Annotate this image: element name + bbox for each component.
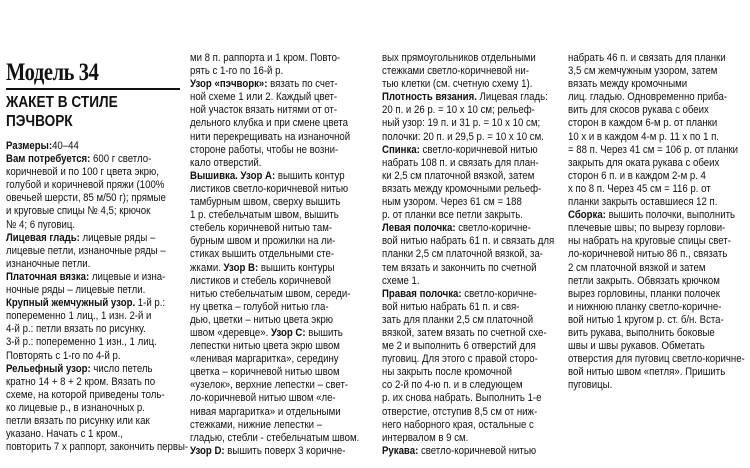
text-line: [382, 301, 554, 314]
bold-label: Рукава:: [382, 444, 419, 457]
text-line: [190, 65, 359, 78]
body-text: набрать 108 п. и связать для план-: [382, 156, 539, 169]
text-line: [568, 117, 745, 130]
text-line: [190, 104, 359, 117]
bold-label: Узор С:: [270, 326, 306, 339]
body-text: цветка – коричневой нитью швом: [190, 366, 340, 379]
body-text: петли закрыть. Обвязать крючком: [568, 274, 720, 287]
body-text: листиков и стебель коричневой: [190, 274, 331, 287]
body-text: число петель: [90, 362, 153, 375]
body-text: плечевые швы; по вырезу горлови-: [568, 222, 726, 235]
text-line: [568, 222, 745, 235]
body-text: и круговые спицы № 4,5; крючок: [6, 205, 151, 218]
text-line: [6, 166, 188, 179]
text-line: [6, 140, 188, 153]
text-line: [382, 275, 554, 288]
body-text: коричневой и по 100 г цвета экрю,: [6, 166, 159, 179]
text-line: [568, 340, 745, 353]
text-line: [382, 392, 554, 405]
body-text: полочки: 20 п. и 29,5 р. = 10 х 10 см.: [382, 130, 544, 143]
body-text: бурным швом и прожилки на ли-: [190, 235, 336, 248]
body-text: ной участок вязать нитями от от-: [190, 104, 338, 117]
text-line: [190, 340, 359, 353]
body-text: стежками светло-коричневой ни-: [382, 65, 529, 78]
body-text: 2 см платочной вязкой и затем: [568, 261, 706, 274]
body-text: лицевые и изна-: [89, 270, 166, 283]
body-text: лицевые петли, изнаночные ряды –: [6, 244, 166, 257]
body-text: пуговиц. Для этого с правой сторо-: [382, 353, 538, 366]
text-line: [190, 117, 359, 130]
text-line: [382, 104, 554, 117]
body-text: рять с 1-го по 16-й р.: [190, 65, 284, 78]
body-text: пуговицы.: [568, 379, 613, 392]
text-line: [382, 288, 554, 301]
text-line: [190, 209, 359, 222]
bold-label: Вам потребуется:: [6, 153, 91, 166]
body-text: светло-коричневой нитью: [419, 143, 538, 156]
bold-label: Рельефный узор:: [6, 362, 91, 375]
body-text: лепестки нитью цвета экрю швом: [190, 340, 340, 353]
text-line: [190, 131, 359, 144]
body-text: ми 8 п. раппорта и 1 кром. Повто-: [190, 52, 341, 64]
body-text: швы и швы рукавов. Обметать: [568, 340, 705, 353]
body-text: стиках вышить отдельными сте-: [190, 248, 335, 261]
text-column-2: [190, 52, 359, 458]
model-heading: Модель 34: [6, 59, 99, 86]
body-text: изнаночные петли.: [6, 257, 91, 270]
text-column-4: [568, 52, 745, 392]
text-line: [6, 205, 188, 218]
text-line: [382, 131, 554, 144]
text-line: [6, 271, 188, 284]
text-line: [6, 284, 188, 297]
bold-label: Сборка:: [568, 209, 606, 222]
body-text: ной схеме 1 или 2. Каждый цвет-: [190, 91, 338, 104]
body-text: 40–44: [52, 140, 79, 152]
body-text: Повторять с 1-го по 4-й р.: [6, 349, 121, 362]
body-text: нити перекрещивать на изнаночной: [190, 130, 351, 143]
text-line: [382, 78, 554, 91]
body-text: 1 р. стебельчатым швом, вышить: [190, 209, 339, 222]
text-line: [190, 170, 359, 183]
text-line: [190, 275, 359, 288]
body-text: тамбурным швом, сверху вышить: [190, 196, 341, 209]
text-line: [190, 222, 359, 235]
bold-label: Лицевая гладь:: [6, 231, 80, 244]
bold-label: Правая полочка:: [382, 287, 462, 300]
body-text: 20 п. и 26 р. = 10 х 10 см; рельеф-: [382, 104, 535, 117]
body-text: указано. Начать с 1 кром.,: [6, 428, 123, 441]
body-text: дью, цветки – нитью цвета экрю: [190, 313, 333, 326]
text-line: [568, 248, 745, 261]
body-text: лицевые ряды –: [79, 231, 156, 244]
text-line: [6, 179, 188, 192]
text-line: [382, 183, 554, 196]
text-line: [6, 428, 188, 441]
text-line: [382, 262, 554, 275]
text-line: [568, 183, 745, 196]
text-line: [190, 353, 359, 366]
body-text: набрать 46 п. и связать для планки: [568, 52, 726, 64]
text-line: [382, 314, 554, 327]
text-line: [6, 415, 188, 428]
text-line: [568, 144, 745, 157]
text-line: [190, 432, 359, 445]
text-line: [382, 52, 554, 65]
text-line: [382, 144, 554, 157]
text-line: [568, 91, 745, 104]
body-text: ны набрать на круговые спицы свет-: [568, 235, 731, 248]
text-line: [568, 353, 745, 366]
text-line: [382, 235, 554, 248]
text-line: [6, 153, 188, 166]
body-text: отверстие, отступив 8,5 см от ниж-: [382, 405, 538, 418]
body-text: 4-й р.: петли вязать по рисунку.: [6, 323, 146, 336]
text-line: [568, 209, 745, 222]
text-line: [568, 327, 745, 340]
title-line-1: ЖАКЕТ В СТИЛЕ: [6, 94, 118, 111]
text-line: [190, 366, 359, 379]
text-line: [190, 445, 359, 458]
text-line: [190, 406, 359, 419]
text-line: [568, 157, 745, 170]
text-column-1: [6, 140, 188, 454]
body-text: кало отверстий.: [190, 156, 262, 169]
text-line: [568, 235, 745, 248]
text-line: [190, 78, 359, 91]
body-text: стежками, нижние лепестки –: [190, 418, 323, 431]
text-line: [190, 91, 359, 104]
text-line: [6, 310, 188, 323]
text-line: [382, 117, 554, 130]
bold-label: Плотность вязания.: [382, 91, 477, 104]
body-text: овечьей шерсти, 85 м/50 г); прямые: [6, 192, 166, 205]
body-text: вить для скосов рукава с обеих: [568, 104, 709, 117]
text-line: [6, 192, 188, 205]
text-line: [6, 297, 188, 310]
text-line: [190, 157, 359, 170]
body-text: 600 г светло-: [90, 153, 152, 166]
text-line: [568, 196, 745, 209]
text-line: [568, 170, 745, 183]
body-text: вязать между кромочными рельеф-: [382, 182, 542, 195]
text-line: [6, 389, 188, 402]
text-line: [568, 288, 745, 301]
body-text: светло-коричне-: [461, 287, 537, 300]
bold-label: Размеры:: [6, 140, 53, 152]
body-text: планки закрыть оставшиеся 12 п.: [568, 196, 718, 209]
text-line: [6, 258, 188, 271]
body-text: х по 8 п. Через 45 см = 116 р. от: [568, 182, 711, 195]
text-line: [190, 52, 359, 65]
body-text: «ленивая маргаритка», середину: [190, 353, 339, 366]
body-text: закрыть для оката рукава с обеих: [568, 156, 720, 169]
text-line: [190, 248, 359, 261]
body-text: нитью стебельчатым швом, середи-: [190, 287, 351, 300]
text-line: [382, 419, 554, 432]
text-line: [382, 340, 554, 353]
text-line: [382, 196, 554, 209]
text-line: [568, 78, 745, 91]
body-text: кратно 14 + 8 + 2 кром. Вязать по: [6, 375, 156, 388]
text-line: [190, 144, 359, 157]
text-line: [190, 183, 359, 196]
text-line: [190, 314, 359, 327]
body-text: интервалом в 9 см.: [382, 431, 469, 444]
body-text: № 4; 6 пуговиц.: [6, 218, 76, 231]
text-line: [190, 235, 359, 248]
heading-rule: [6, 88, 180, 90]
body-text: ки 2,5 см платочной вязкой, затем: [382, 169, 535, 182]
body-text: вышить контуры: [258, 261, 335, 274]
text-line: [568, 262, 745, 275]
text-line: [568, 379, 745, 392]
bold-label: Узор «пэчворк»:: [190, 78, 268, 91]
body-text: тью клетки (см. счетную схему 1).: [382, 78, 533, 91]
body-text: стороне работы, чтобы не возни-: [190, 143, 339, 156]
text-line: [190, 392, 359, 405]
body-text: вой нитью набрать 61 п. и свя-: [382, 300, 520, 313]
text-line: [568, 65, 745, 78]
text-line: [382, 209, 554, 222]
text-line: [382, 248, 554, 261]
body-text: светло-коричневой нитью: [418, 444, 537, 457]
body-text: стебель коричневой нитью там-: [190, 222, 333, 235]
text-line: [568, 104, 745, 117]
text-line: [568, 366, 745, 379]
bold-label: Платочная вязка:: [6, 270, 90, 283]
body-text: вой нитью швом «петля». Пришить: [568, 366, 726, 379]
body-text: планки 2,5 см платочной вязкой, за-: [382, 248, 544, 261]
bold-label: Левая полочка:: [382, 222, 456, 235]
body-text: со 2-й по 4-ю п. и в следующем: [382, 379, 523, 392]
body-text: ну цветка – голубой нитью гла-: [190, 300, 329, 313]
body-text: гладью, стебли - стебельчатым швом.: [190, 431, 360, 444]
text-line: [190, 301, 359, 314]
body-text: сторон 6 п. и в каждом 2-м р. 4: [568, 169, 706, 182]
body-text: нивая маргаритка» и отдельными: [190, 405, 341, 418]
body-text: вязкой, затем вязать по счетной схе-: [382, 326, 547, 339]
body-text: вышить: [305, 326, 343, 339]
body-text: вой нитью 1 кругом р. ст. б/н. Вста-: [568, 313, 724, 326]
text-line: [382, 91, 554, 104]
body-text: ный узор: 19 п. и 31 р. = 10 х 10 см;: [382, 117, 541, 130]
text-line: [382, 65, 554, 78]
text-line: [382, 432, 554, 445]
body-text: светло-коричне-: [455, 222, 531, 235]
text-line: [6, 441, 188, 454]
bold-label: Узор В:: [223, 261, 259, 274]
body-text: 3,5 см жемчужным узором, затем: [568, 65, 718, 78]
body-text: вой нитью набрать 61 п. и связать для: [382, 235, 555, 248]
text-line: [382, 366, 554, 379]
body-text: жками.: [190, 261, 224, 274]
body-text: лиц. гладью. Одновременно приба-: [568, 91, 728, 104]
text-line: [382, 170, 554, 183]
text-line: [568, 275, 745, 288]
body-text: вышить поверх 3 коричне-: [224, 444, 346, 457]
text-line: [6, 363, 188, 376]
text-line: [6, 350, 188, 363]
body-text: вышить контур: [275, 169, 345, 182]
body-text: вязать по счет-: [267, 78, 338, 91]
body-text: вых прямоугольников отдельными: [382, 52, 536, 64]
text-line: [6, 219, 188, 232]
bold-label: Спинка:: [382, 143, 420, 156]
body-text: вышить полочки, выполнить: [605, 209, 736, 222]
body-text: вырез горловины, планки полочек: [568, 287, 720, 300]
body-text: вить рукава, выполнить боковые: [568, 326, 715, 339]
text-line: [6, 336, 188, 349]
body-text: ным узором. Через 61 см = 188: [382, 196, 522, 209]
text-line: [382, 445, 554, 458]
text-line: [6, 376, 188, 389]
body-text: = 88 п. Через 41 см = 106 р. от планки: [568, 143, 739, 156]
text-line: [190, 419, 359, 432]
body-text: схеме 1.: [382, 274, 420, 287]
body-text: петли вязать по рисунку или как: [6, 414, 150, 427]
body-text: схеме, на которой приведены толь-: [6, 388, 165, 401]
body-text: попеременно 1 лиц., 1 изн. 2-й и: [6, 310, 152, 323]
body-text: швом «деревце».: [190, 326, 271, 339]
text-line: [568, 52, 745, 65]
text-line: [568, 301, 745, 314]
body-text: Лицевая гладь:: [476, 91, 548, 104]
text-line: [6, 402, 188, 415]
body-text: дельного клубка и при смене цвета: [190, 117, 349, 130]
body-text: ло-коричневой нитью 86 п., связать: [568, 248, 728, 261]
body-text: ко лицевые р., в изнаночных р.: [6, 401, 145, 414]
body-text: 1-й р.:: [135, 297, 166, 310]
body-text: 3-й р.: попеременно 1 изн., 1 лиц.: [6, 336, 157, 349]
text-line: [382, 222, 554, 235]
body-text: вязать между кромочными: [568, 78, 688, 91]
body-text: 10 х и в каждом 4-м р. 11 х по 1 п.: [568, 130, 719, 143]
text-line: [382, 327, 554, 340]
body-text: повторить 7 х раппорт, закончить первы-: [6, 441, 189, 454]
bold-label: Узор D:: [190, 444, 225, 457]
body-text: тем вязать и закончить по счетной: [382, 261, 537, 274]
text-line: [6, 245, 188, 258]
bold-label: Вышивка. Узор А:: [190, 169, 276, 182]
body-text: р. от планки все петли закрыть.: [382, 209, 523, 222]
text-line: [382, 379, 554, 392]
body-text: голубой и коричневой пряжи (100%: [6, 179, 165, 192]
text-line: [382, 157, 554, 170]
text-line: [568, 131, 745, 144]
text-line: [190, 196, 359, 209]
bold-label: Крупный жемчужный узор.: [6, 297, 136, 310]
text-line: [382, 406, 554, 419]
text-line: [190, 379, 359, 392]
text-line: [190, 288, 359, 301]
text-line: [568, 314, 745, 327]
body-text: ло-коричневой нитью швом «ле-: [190, 392, 336, 405]
body-text: зать для планки 2,5 см платочной: [382, 313, 534, 326]
body-text: листиков светло-коричневой нитью: [190, 182, 349, 195]
body-text: р. их снова набрать. Выполнить 1-е: [382, 392, 542, 405]
body-text: ме 2 и выполнить 6 отверстий для: [382, 340, 536, 353]
text-line: [6, 232, 188, 245]
body-text: «узелок», верхние лепестки – свет-: [190, 379, 349, 392]
title-line-2: ПЭЧВОРК: [6, 113, 73, 130]
body-text: сторон в каждом 6-м р. от планки: [568, 117, 718, 130]
body-text: ны закрыть после кромочной: [382, 366, 512, 379]
text-line: [6, 323, 188, 336]
body-text: отверстия для пуговиц светло-коричне-: [568, 353, 745, 366]
body-text: ночные ряды – лицевые петли.: [6, 284, 146, 297]
text-column-3: [382, 52, 554, 458]
body-text: него наборного края, остальные с: [382, 418, 534, 431]
text-line: [382, 353, 554, 366]
body-text: и нижнюю планку светло-коричне-: [568, 300, 722, 313]
text-line: [190, 262, 359, 275]
text-line: [190, 327, 359, 340]
